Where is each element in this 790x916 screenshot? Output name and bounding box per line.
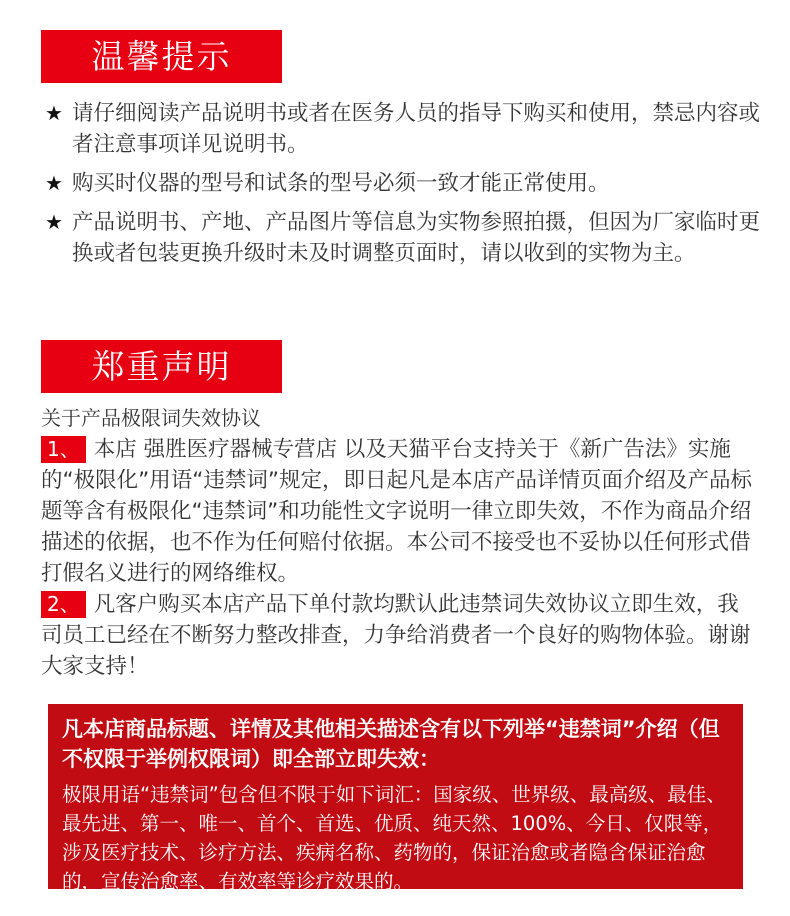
tip-item xyxy=(45,168,765,199)
tip-text: 产品说明书、产地、产品图片等信息为实物参照拍摄，但因为厂家临时更换或者包装更换升级时未及时调整页面时，请以收到的实物为主。 xyxy=(72,210,761,266)
tip-text: 请仔细阅读产品说明书或者在医务人员的指导下购买和使用，禁忌内容或者注意事项详见说明书。 xyxy=(72,101,761,157)
item-number-badge: 1、 xyxy=(41,436,86,463)
declaration-item xyxy=(41,434,753,589)
tip-item xyxy=(45,207,765,269)
declaration-title-banner: 郑重声明 xyxy=(41,340,282,393)
tips-title-banner: 温馨提示 xyxy=(41,30,282,83)
star-icon: ★ xyxy=(45,210,63,234)
item-number-badge: 2、 xyxy=(41,591,86,618)
tips-list xyxy=(45,98,765,277)
declaration-item-text: 本店 强胜医疗器械专营店 以及天猫平台支持关于《新广告法》实施的“极限化”用语“违禁词”规定，即日起凡是本店产品详情页面介绍及产品标题等含有极限化“违禁词”和功能性文字说明一律立即失效，不作为商品介绍描述的依据，也不作为任何赔付依据。本公司不接受也不妥协以任何形式借打假名义进行的网络维权。 xyxy=(41,437,753,586)
star-icon: ★ xyxy=(45,101,63,125)
tip-text: 购买时仪器的型号和试条的型号必须一致才能正常使用。 xyxy=(72,171,610,196)
declaration-body xyxy=(41,434,753,682)
declaration-subtitle: 关于产品极限词失效协议 xyxy=(41,406,261,430)
prohibited-words-notice xyxy=(48,704,743,893)
star-icon: ★ xyxy=(45,171,63,195)
declaration-item-text: 凡客户购买本店产品下单付款均默认此违禁词失效协议立即生效，我司员工已经在不断努力整改排查，力争给消费者一个良好的购物体验。谢谢大家支持！ xyxy=(41,592,751,679)
declaration-item xyxy=(41,589,753,682)
notice-body: 极限用语“违禁词”包含但不限于如下词汇：国家级、世界级、最高级、最佳、最先进、第一、唯一、首个、首选、优质、纯天然、100%、今日、仅限等，涉及医疗技术、诊疗方法、疾病名称、药物的，保证治愈或者隐含保证治愈的，宣传治愈率、有效率等诊疗效果的。 xyxy=(62,783,726,893)
tip-item xyxy=(45,98,765,160)
notice-heading: 凡本店商品标题、详情及其他相关描述含有以下列举“违禁词”介绍（但不权限于举例权限词）即全部立即失效： xyxy=(62,717,720,771)
